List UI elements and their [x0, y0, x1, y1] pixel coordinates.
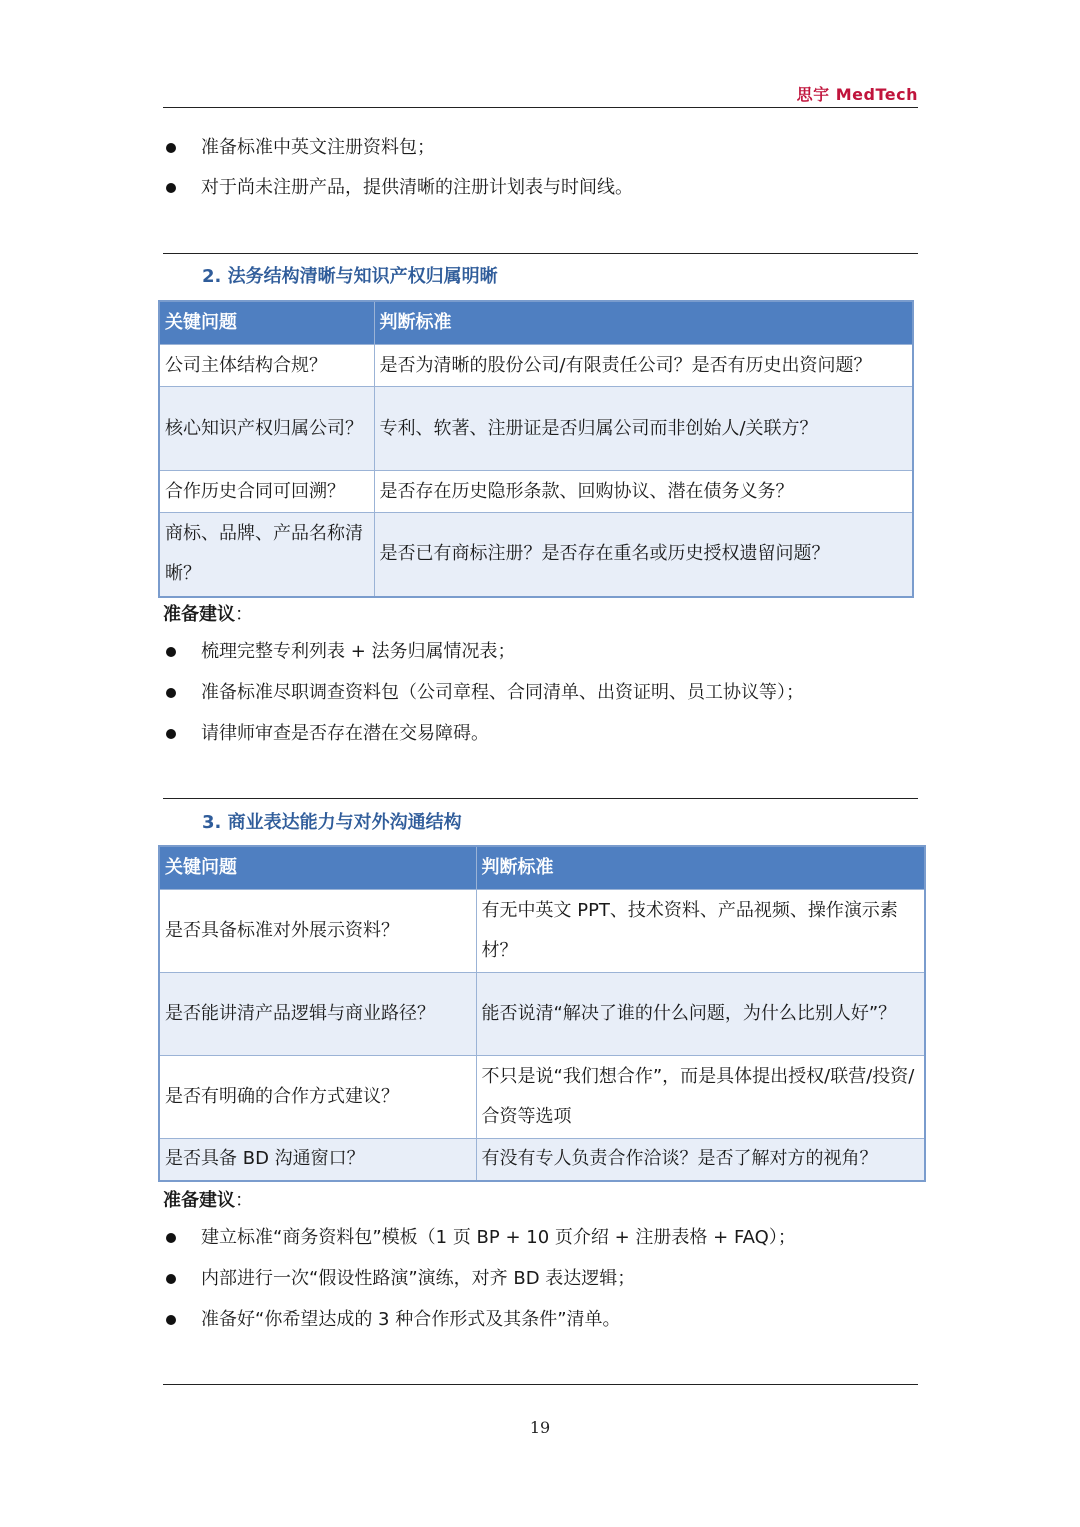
section-divider	[163, 798, 918, 799]
bullet-icon	[166, 688, 176, 698]
list-item-text: 梳理完整专利列表 + 法务归属情况表；	[201, 641, 516, 662]
header-brand: 思宇 MedTech	[796, 85, 918, 104]
criteria-table	[158, 845, 926, 1182]
table-header-cell: 判断标准	[374, 301, 913, 345]
table-cell-criterion: 专利、软著、注册证是否归属公司而非创始人/关联方？	[374, 387, 913, 471]
table-cell-question: 核心知识产权归属公司？	[159, 387, 374, 471]
table-row	[159, 345, 913, 387]
table-cell-question: 公司主体结构合规？	[159, 345, 374, 387]
prep-label: 准备建议	[163, 604, 235, 625]
prep-colon: ：	[235, 604, 253, 625]
table-row	[159, 1139, 925, 1181]
table-row	[159, 890, 925, 973]
table-cell-criterion: 是否存在历史隐形条款、回购协议、潜在债务义务？	[374, 471, 913, 513]
section-title: 2. 法务结构清晰与知识产权归属明晰	[202, 266, 498, 287]
table-header-cell: 判断标准	[476, 846, 925, 890]
table-cell-criterion: 能否说清“解决了谁的什么问题，为什么比别人好”？	[476, 973, 925, 1056]
bullet-icon	[166, 1274, 176, 1284]
table-cell-question: 是否具备 BD 沟通窗口？	[159, 1139, 476, 1181]
list-item-text: 内部进行一次“假设性路演”演练，对齐 BD 表达逻辑；	[201, 1268, 636, 1289]
bullet-icon	[166, 1233, 176, 1243]
table-cell-criterion: 不只是说“我们想合作”，而是具体提出授权/联营/投资/合资等选项	[476, 1056, 925, 1139]
table-row	[159, 471, 913, 513]
prep-heading	[163, 1186, 253, 1212]
table-header-cell: 关键问题	[159, 846, 476, 890]
table-row	[159, 513, 913, 597]
table-cell-question: 是否有明确的合作方式建议？	[159, 1056, 476, 1139]
header-divider	[163, 107, 918, 108]
bullet-icon	[166, 647, 176, 657]
table-cell-criterion: 是否已有商标注册？是否存在重名或历史授权遗留问题？	[374, 513, 913, 597]
list-item-text: 准备标准中英文注册资料包；	[201, 137, 435, 158]
footer-divider	[163, 1384, 918, 1385]
prep-label: 准备建议	[163, 1190, 235, 1211]
table-cell-question: 合作历史合同可回溯？	[159, 471, 374, 513]
prep-colon: ：	[235, 1190, 253, 1211]
table-cell-question: 是否能讲清产品逻辑与商业路径？	[159, 973, 476, 1056]
section-divider	[163, 253, 918, 254]
table-header-cell: 关键问题	[159, 301, 374, 345]
table-cell-question: 商标、品牌、产品名称清晰？	[159, 513, 374, 597]
bullet-icon	[166, 1315, 176, 1325]
table-row	[159, 973, 925, 1056]
table-row	[159, 387, 913, 471]
bullet-icon	[166, 143, 176, 153]
table-cell-criterion: 有没有专人负责合作洽谈？是否了解对方的视角？	[476, 1139, 925, 1181]
list-item-text: 对于尚未注册产品，提供清晰的注册计划表与时间线。	[201, 177, 633, 198]
list-item-text: 请律师审查是否存在潜在交易障碍。	[201, 723, 489, 744]
page-number: 19	[529, 1418, 551, 1437]
table-cell-criterion: 有无中英文 PPT、技术资料、产品视频、操作演示素材？	[476, 890, 925, 973]
list-item-text: 准备好“你希望达成的 3 种合作形式及其条件”清单。	[201, 1309, 621, 1330]
bullet-icon	[166, 183, 176, 193]
criteria-table	[158, 300, 914, 598]
list-item-text: 建立标准“商务资料包”模板（1 页 BP + 10 页介绍 + 注册表格 + FAQ）；	[201, 1227, 796, 1248]
section-title: 3. 商业表达能力与对外沟通结构	[202, 812, 462, 833]
table-row	[159, 1056, 925, 1139]
table-cell-question: 是否具备标准对外展示资料？	[159, 890, 476, 973]
bullet-icon	[166, 729, 176, 739]
table-cell-criterion: 是否为清晰的股份公司/有限责任公司？是否有历史出资问题？	[374, 345, 913, 387]
prep-heading	[163, 600, 253, 626]
list-item-text: 准备标准尽职调查资料包（公司章程、合同清单、出资证明、员工协议等）；	[201, 682, 804, 703]
